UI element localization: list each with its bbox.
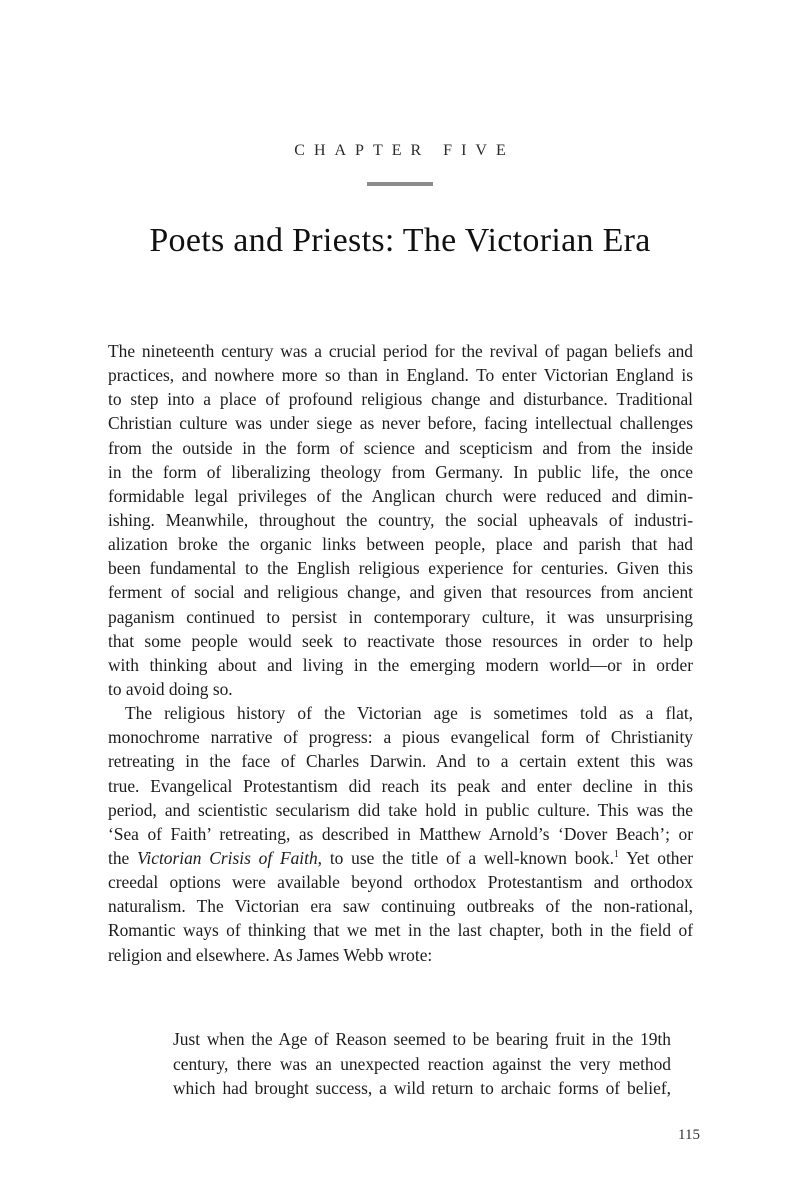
text-line: been fundamental to the English religious experience for centuries. Given this bbox=[108, 558, 693, 579]
quote-line: which had brought success, a wild return to archaic forms of belief, bbox=[173, 1078, 671, 1098]
text-line: period, and scientistic secularism did take hold in public culture. This was the bbox=[108, 799, 693, 820]
chapter-rule-divider bbox=[367, 182, 433, 186]
text-segment: Yet other bbox=[618, 847, 693, 868]
text-line: Romantic ways of thinking that we met in the last chapter, both in the field of bbox=[108, 920, 693, 941]
text-line: to avoid doing so. bbox=[108, 678, 233, 699]
text-line: with thinking about and living in the emerging modern world—or in order bbox=[108, 654, 693, 675]
paragraph-1 bbox=[108, 339, 693, 701]
text-line: paganism continued to persist in contemporary culture, it was unsurprising bbox=[108, 606, 693, 627]
quote-line: century, there was an unexpected reaction against the very method bbox=[173, 1053, 671, 1074]
text-line: Christian culture was under siege as never before, facing intellectual challenges bbox=[108, 413, 693, 434]
chapter-title: Poets and Priests: The Victorian Era bbox=[149, 222, 651, 259]
text-segment: the bbox=[108, 847, 138, 868]
text-line: naturalism. The Victorian era saw continuing outbreaks of the non-rational, bbox=[108, 896, 693, 917]
body-text bbox=[108, 339, 693, 967]
text-line: retreating in the face of Charles Darwin. And to a certain extent this was bbox=[108, 751, 693, 772]
text-line: practices, and nowhere more so than in England. To enter Victorian England is bbox=[108, 365, 693, 386]
footnote-marker[interactable]: 1 bbox=[613, 848, 619, 860]
text-line: The nineteenth century was a crucial period for the revival of pagan beliefs and bbox=[108, 341, 693, 361]
text-line: to step into a place of profound religious change and disturbance. Traditional bbox=[108, 389, 693, 410]
text-line: formidable legal privileges of the Anglican church were reduced and dimin- bbox=[108, 485, 693, 506]
text-line: alization broke the organic links between people, place and parish that had bbox=[108, 534, 693, 555]
text-line: ferment of social and religious change, and given that resources from ancient bbox=[108, 582, 693, 603]
block-quote bbox=[173, 1027, 671, 1101]
text-line: religion and elsewhere. As James Webb wrote: bbox=[108, 944, 433, 965]
text-line: monochrome narrative of progress: a pious evangelical form of Christianity bbox=[108, 727, 693, 748]
text-line: in the form of liberalizing theology from Germany. In public life, the once bbox=[108, 461, 693, 482]
quote-line: Just when the Age of Reason seemed to be bearing fruit in the 19th bbox=[173, 1029, 671, 1049]
text-line: creedal options were available beyond orthodox Protestantism and orthodox bbox=[108, 872, 693, 893]
text-line: true. Evangelical Protestantism did reach its peak and enter decline in this bbox=[108, 775, 693, 796]
text-line: The religious history of the Victorian age is sometimes told as a flat, bbox=[125, 703, 693, 724]
text-line: that some people would seek to reactivate those resources in order to help bbox=[108, 630, 693, 651]
text-segment: , to use the title of a well-known book. bbox=[317, 847, 614, 868]
text-line-with-footnote bbox=[108, 846, 693, 870]
paragraph-2 bbox=[108, 701, 693, 967]
text-line: from the outside in the form of science and scepticism and from the inside bbox=[108, 437, 693, 458]
page-number: 115 bbox=[678, 1127, 700, 1143]
text-line: ‘Sea of Faith’ retreating, as described in Matthew Arnold’s ‘Dover Beach’; or bbox=[108, 823, 693, 844]
chapter-label: CHAPTER FIVE bbox=[294, 142, 515, 159]
text-line: ishing. Meanwhile, throughout the country, the social upheavals of industri- bbox=[108, 509, 693, 530]
book-title-italic: Victorian Crisis of Faith bbox=[137, 847, 318, 868]
